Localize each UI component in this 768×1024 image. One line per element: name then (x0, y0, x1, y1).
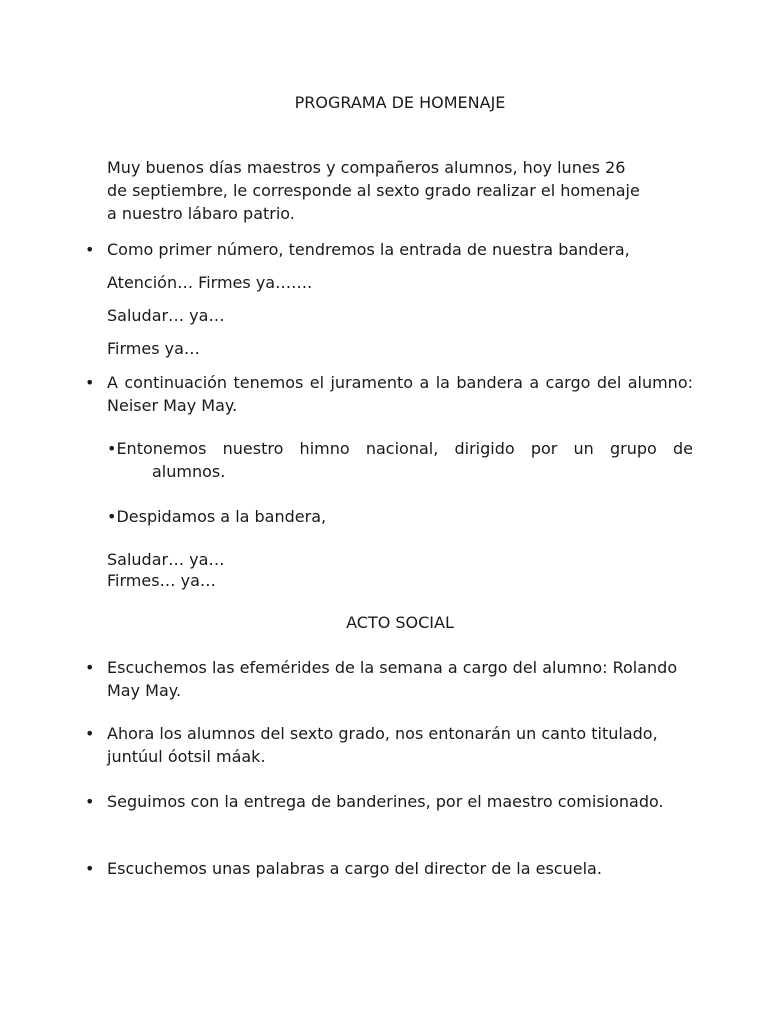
intro-line: Muy buenos días maestros y compañeros alumnos, hoy lunes 26 (107, 158, 626, 177)
list-item-text: A continuación tenemos el juramento a la bandera a cargo del alumno: Neiser May May. (107, 373, 693, 415)
bullet-icon: • (107, 507, 117, 526)
list-item-text: Entonemos nuestro himno nacional, dirigido por un grupo de (116, 439, 693, 458)
list-item-text-continuation: alumnos. (152, 462, 226, 481)
list-item-text: Como primer número, tendremos la entrada de nuestra bandera, (107, 240, 630, 259)
bullet-icon: • (107, 439, 117, 458)
list-item-text: Seguimos con la entrega de banderines, por el maestro comisionado. (107, 792, 664, 811)
list-item-text: Escuchemos las efemérides de la semana a cargo del alumno: Rolando May May. (107, 658, 678, 700)
list-item-himno (107, 437, 693, 483)
list-item-text: Despidamos a la bandera, (116, 507, 327, 526)
bullet-icon: • (85, 658, 95, 677)
command-line: Saludar… ya… (107, 550, 225, 569)
list-item-despedida (107, 505, 693, 528)
list-item-text: Escuchemos unas palabras a cargo del director de la escuela. (107, 859, 602, 878)
command-line: Saludar… ya… (107, 306, 225, 325)
intro-line: de septiembre, le corresponde al sexto grado realizar el homenaje (107, 181, 640, 200)
bullet-icon: • (85, 240, 95, 259)
list-item-text: Ahora los alumnos del sexto grado, nos entonarán un canto titulado, juntúul óotsil máak. (107, 724, 658, 766)
intro-paragraph (107, 156, 693, 225)
command-line: Firmes… ya… (107, 571, 216, 590)
page-title: PROGRAMA DE HOMENAJE (294, 93, 506, 112)
bullet-icon: • (85, 859, 95, 878)
section-title: ACTO SOCIAL (346, 613, 454, 632)
bullet-icon: • (85, 724, 95, 743)
bullet-icon: • (85, 792, 95, 811)
bullet-icon: • (85, 373, 95, 392)
command-line: Atención… Firmes ya……. (107, 273, 313, 292)
command-line: Firmes ya… (107, 339, 200, 358)
intro-line: a nuestro lábaro patrio. (107, 204, 295, 223)
